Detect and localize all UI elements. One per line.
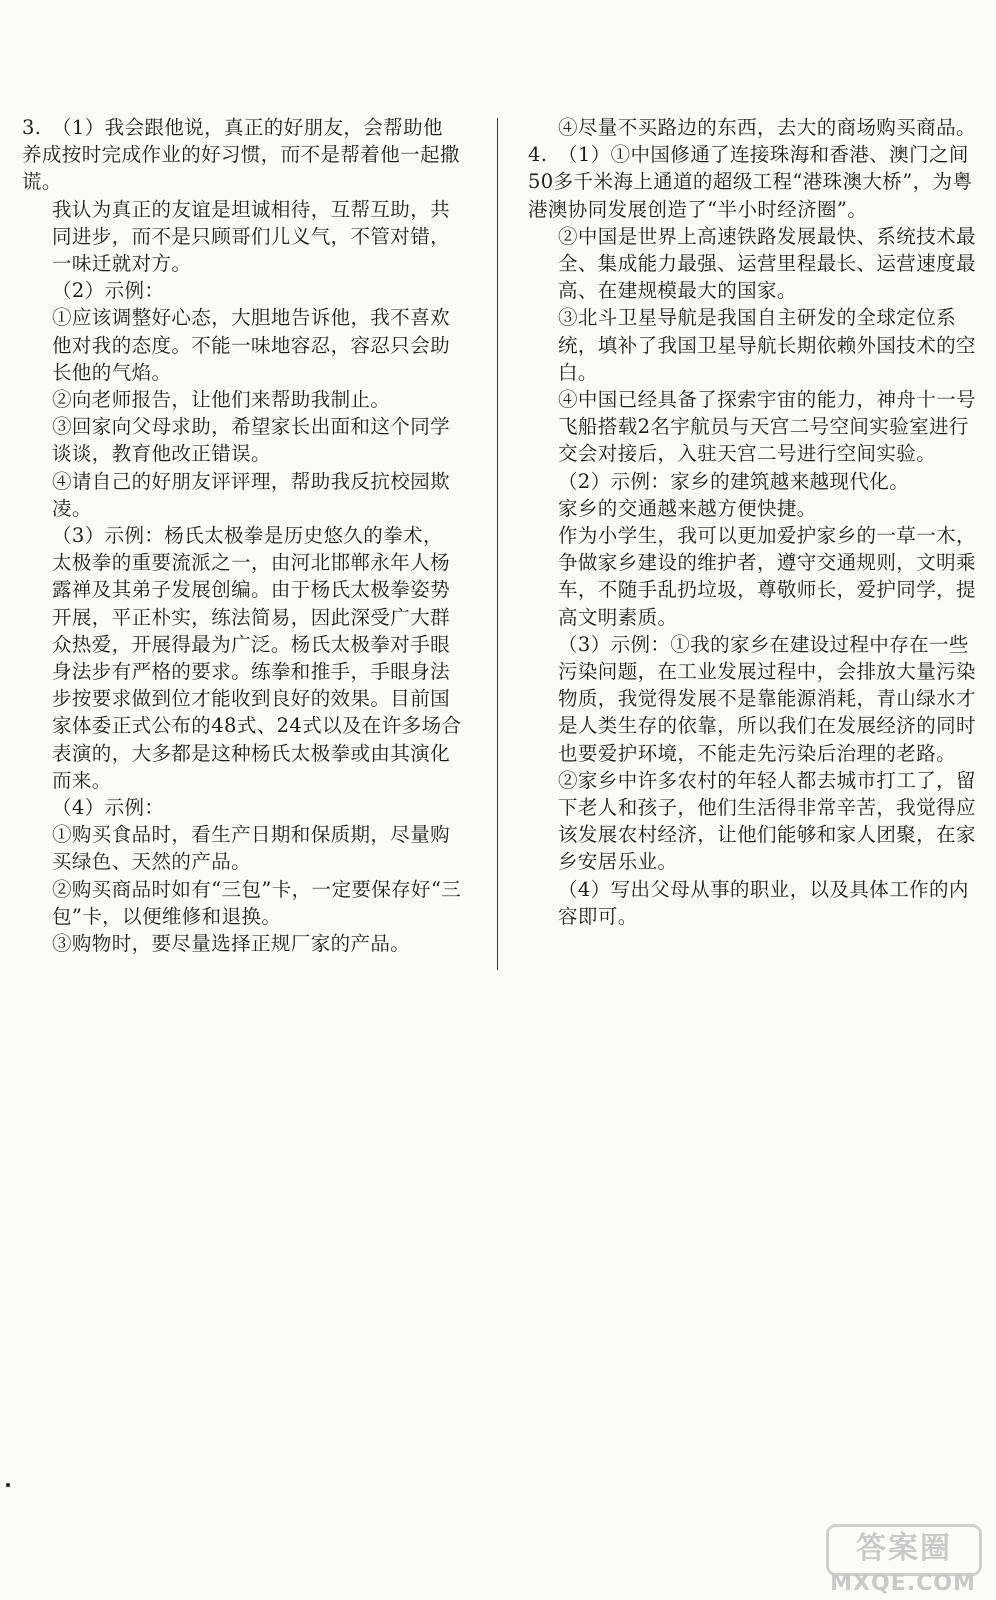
- left-column: [22, 114, 462, 957]
- watermark: [818, 1524, 988, 1594]
- q3-part4-item-1: ①购买食品时，看生产日期和保质期，尽量购买绿色、天然的产品。: [52, 823, 451, 874]
- right-column: [528, 114, 980, 930]
- q4-part4: （4）写出父母从事的职业，以及具体工作的内容即可。: [558, 877, 969, 928]
- q4-part2-line-1: （2）示例：家乡的建筑越来越现代化。: [558, 469, 910, 493]
- q4-part2-line-3: 作为小学生，我可以更加爱护家乡的一草一木，争做家乡建设的维护者，遵守交通规则，文明乘车，不随手乱扔垃圾，尊敬师长，爱护同学，提高文明素质。: [558, 524, 976, 629]
- q3-part4-item-4: ④尽量不买路边的东西，去大的商场购买商品。: [558, 116, 976, 139]
- q3-part1-first: 3. （1）我会跟他说，真正的好朋友，会帮助他养成按时完成作业的好习惯，而不是帮着他一起撒谎。: [22, 116, 460, 194]
- watermark-url: MXQE.COM: [830, 1571, 976, 1596]
- q3-part4-item-2: ②购买商品时如有“三包”卡，一定要保存好“三包”卡，以便维修和退换。: [52, 877, 462, 928]
- q3-part2-item-4: ④请自己的好朋友评评理，帮助我反抗校园欺凌。: [52, 469, 451, 520]
- column-divider: [497, 118, 498, 970]
- q3-part2-item-1: ①应该调整好心态，大胆地告诉他，我不喜欢他对我的态度。不能一味地容忍，容忍只会助长他的气焰。: [52, 306, 451, 384]
- q3-part2-heading: （2）示例：: [52, 279, 165, 303]
- watermark-logo: 答案圈: [826, 1524, 982, 1576]
- q3-part4-item-3: ③购物时，要尽量选择正规厂家的产品。: [52, 932, 411, 956]
- q4-part2-line-2: 家乡的交通越来越方便快捷。: [558, 496, 817, 520]
- page-speck: [6, 1483, 10, 1487]
- q3-part2-item-2: ②向老师报告，让他们来帮助我制止。: [52, 388, 391, 412]
- q3-number: 3.: [22, 116, 42, 139]
- q4-part1-item-4: ④中国已经具备了探索宇宙的能力，神舟十一号飞船搭载2名宇航员与天宫二号空间实验室进行交会对接后，入驻天宫二号进行空间实验。: [558, 388, 976, 466]
- q3-part2-item-3: ③回家向父母求助，希望家长出面和这个同学谈谈，教育他改正错误。: [52, 415, 451, 466]
- q3-part3: （3）示例：杨氏太极拳是历史悠久的拳术，太极拳的重要流派之一，由河北邯郸永年人杨露禅及其弟子发展创编。由于杨氏太极拳姿势开展，平正朴实，练法简易，因此深受广大群众热爱，开展得最为广泛。杨氏太极拳对手眼身法步有严格的要求。练拳和推手，手眼身法步按要求做到位才能收到良好的效果。目前国家体委正式公布的48式、24式以及在许多场合表演的，大多都是这种杨氏太极拳或由其演化而来。: [52, 524, 462, 792]
- q4-part3-item-2: ②家乡中许多农村的年轻人都去城市打工了，留下老人和孩子，他们生活得非常辛苦，我觉得应该发展农村经济，让他们能够和家人团聚，在家乡安居乐业。: [558, 768, 976, 874]
- q4-part1-item-2: ②中国是世界上高速铁路发展最快、系统技术最全、集成能力最强、运营里程最长、运营速度最高、在建规模最大的国家。: [558, 224, 976, 303]
- q4-part1-item-3: ③北斗卫星导航是我国自主研发的全球定位系统，填补了我国卫星导航长期依赖外国技术的空白。: [558, 306, 976, 384]
- q3-part1-second: 我认为真正的友谊是坦诚相待，互帮互助，共同进步，而不是只顾哥们儿义气，不管对错，一味迁就对方。: [52, 197, 451, 276]
- q4-part1-item-1: 4. （1）①中国修通了连接珠海和香港、澳门之间50多千米海上通道的超级工程“港珠澳大桥”，为粤港澳协同发展创造了“半小时经济圈”。: [528, 143, 973, 221]
- q3-part4-heading: （4）示例：: [52, 796, 165, 820]
- q4-number: 4.: [528, 143, 548, 167]
- q4-part3-item-1: （3）示例：①我的家乡在建设过程中存在一些污染问题，在工业发展过程中，会排放大量污染物质，我觉得发展不是靠能源消耗，青山绿水才是人类生存的依靠，所以我们在发展经济的同时也要爱护环境，不能走先污染后治理的老路。: [558, 632, 976, 765]
